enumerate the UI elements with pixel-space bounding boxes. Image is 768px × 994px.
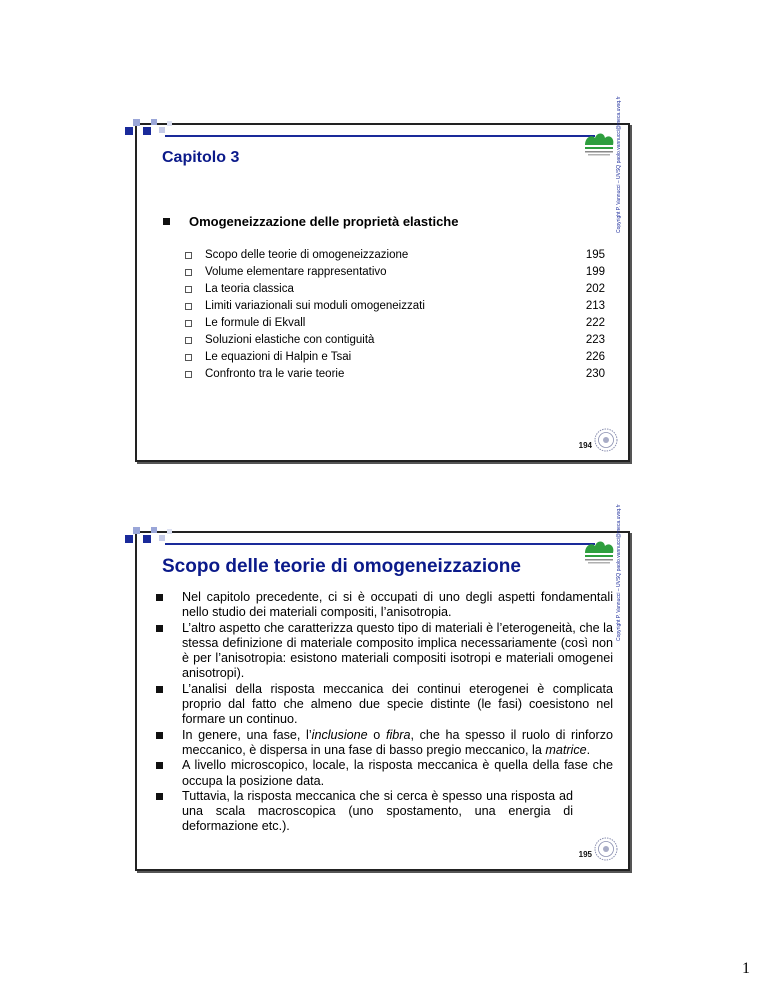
list-item — [154, 590, 613, 621]
copyright-vertical — [616, 96, 628, 235]
university-seal-icon — [594, 837, 618, 861]
paragraph-text: A livello microscopico, locale, la risposta meccanica è quella della fase che occupa la posizione data. — [182, 758, 613, 788]
table-of-contents — [185, 249, 605, 385]
list-item — [154, 621, 613, 682]
copyright-text: Copyright P. Vannucci – UVSQ paolo.vannucci@meca.uvsq.fr — [616, 96, 622, 233]
paragraph-text: . — [586, 742, 591, 757]
italic-term: matrice — [545, 742, 587, 757]
checkbox-square-icon — [185, 371, 192, 378]
copyright-text: Copyright P. Vannucci – UVSQ paolo.vannucci@meca.uvsq.fr — [616, 504, 622, 641]
toc-label: Volume elementare rappresentativo — [205, 266, 387, 278]
checkbox-square-icon — [185, 252, 192, 259]
paragraph-text: , che ha spesso il ruolo di rinforzo meccanico, è dispersa in una fase di basso pregio meccanico, la — [182, 727, 613, 757]
slide-chapter-3 — [135, 96, 630, 462]
list-item — [154, 728, 613, 759]
checkbox-square-icon — [185, 320, 192, 327]
toc-label: Soluzioni elastiche con contiguità — [205, 334, 375, 346]
list-item — [154, 758, 613, 789]
university-logo-icon — [582, 129, 616, 159]
toc-row — [185, 300, 605, 317]
italic-term: inclusione — [311, 727, 368, 742]
checkbox-square-icon — [185, 303, 192, 310]
section-heading: Omogeneizzazione delle proprietà elastiche — [189, 214, 459, 229]
toc-page: 213 — [585, 300, 605, 312]
slide-scopo — [135, 504, 630, 871]
paragraph-text: L’analisi della risposta meccanica dei continui eterogenei è complicata proprio dal fatto che almeno due specie distinte (le fasi) coesistono nel formare un continuo. — [182, 681, 613, 727]
bullet-square-icon — [156, 762, 163, 769]
paragraph-text: In genere, una fase, l’ — [182, 727, 312, 742]
bullet-square-icon — [156, 793, 163, 800]
toc-label: Scopo delle teorie di omogeneizzazione — [205, 249, 409, 261]
slide-title: Capitolo 3 — [162, 149, 240, 166]
toc-row — [185, 351, 605, 368]
title-underline — [165, 543, 595, 545]
paragraph-text: L’altro aspetto che caratterizza questo tipo di materiali è l’eterogeneità, che la stessa definizione di materiale composito implica necessariamente (così non è per l’anisotropia: esistono materiali compositi isotropi e materiali omogenei anisotropi). — [182, 620, 613, 681]
toc-page: 222 — [585, 317, 605, 329]
university-seal-icon — [594, 428, 618, 452]
paragraph-text: o — [367, 727, 386, 742]
bullet-square-icon — [156, 625, 163, 632]
toc-page: 199 — [585, 266, 605, 278]
toc-page: 230 — [585, 368, 605, 380]
toc-row — [185, 368, 605, 385]
italic-term: fibra — [385, 727, 411, 742]
toc-page: 202 — [585, 283, 605, 295]
bullet-square-icon — [156, 686, 163, 693]
bullet-list — [154, 590, 613, 835]
copyright-vertical — [616, 504, 628, 643]
university-logo-icon — [582, 537, 616, 567]
checkbox-square-icon — [185, 286, 192, 293]
bullet-square-icon — [163, 218, 170, 225]
checkbox-square-icon — [185, 354, 192, 361]
toc-label: La teoria classica — [205, 283, 294, 295]
toc-page: 223 — [585, 334, 605, 346]
slide-title: Scopo delle teorie di omogeneizzazione — [162, 556, 521, 577]
paragraph-text: Tuttavia, la risposta meccanica che si cerca è spesso una risposta ad una scala macroscopica (uno spostamento, una energia di deformazione etc.). — [182, 788, 573, 834]
toc-label: Limiti variazionali sui moduli omogeneizzati — [205, 300, 425, 312]
toc-label: Le equazioni di Halpin e Tsai — [205, 351, 352, 363]
bullet-square-icon — [156, 732, 163, 739]
title-underline — [165, 135, 595, 137]
toc-row — [185, 249, 605, 266]
toc-row — [185, 266, 605, 283]
checkbox-square-icon — [185, 337, 192, 344]
toc-row — [185, 283, 605, 300]
document-page-number: 1 — [742, 960, 750, 977]
paragraph-text: Nel capitolo precedente, ci si è occupati di uno degli aspetti fondamentali nello studio dei materiali compositi, l’anisotropia. — [182, 590, 613, 620]
slide-page-number: 194 — [578, 441, 592, 450]
checkbox-square-icon — [185, 269, 192, 276]
toc-page: 195 — [585, 249, 605, 261]
toc-row — [185, 317, 605, 334]
slide-page-number: 195 — [578, 850, 592, 859]
toc-label: Le formule di Ekvall — [205, 317, 306, 329]
toc-label: Confronto tra le varie teorie — [205, 368, 345, 380]
list-item — [154, 789, 613, 835]
bullet-square-icon — [156, 594, 163, 601]
toc-row — [185, 334, 605, 351]
toc-page: 226 — [585, 351, 605, 363]
list-item — [154, 682, 613, 728]
